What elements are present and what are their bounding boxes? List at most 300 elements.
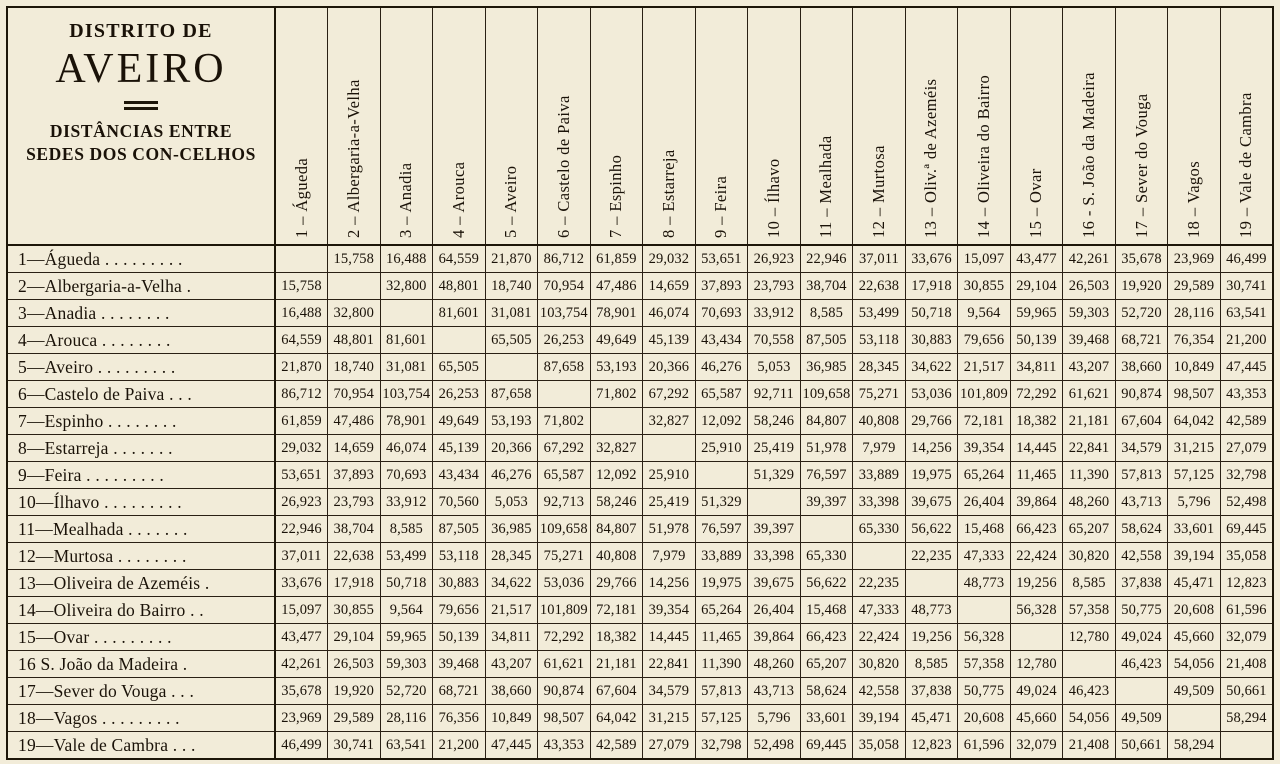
distance-cell: 53,118 xyxy=(433,543,486,570)
distance-cell: 52,498 xyxy=(1220,489,1273,516)
diagonal-cell xyxy=(1115,678,1168,705)
distance-cell: 26,253 xyxy=(538,327,591,354)
table-row xyxy=(7,381,1273,408)
row-header-label: 7—Espinho . . . . . . . . xyxy=(18,410,177,431)
distance-cell: 8,585 xyxy=(905,651,958,678)
diagonal-cell xyxy=(275,245,328,273)
distance-cell: 42,261 xyxy=(1063,245,1116,273)
distance-cell: 33,912 xyxy=(748,300,801,327)
distance-cell: 53,193 xyxy=(590,354,643,381)
distance-cell: 17,918 xyxy=(905,273,958,300)
distance-cell: 33,676 xyxy=(905,245,958,273)
distance-cell: 57,358 xyxy=(1063,597,1116,624)
distance-cell: 37,893 xyxy=(328,462,381,489)
column-header-14 xyxy=(958,7,1011,245)
distance-cell: 58,246 xyxy=(748,408,801,435)
row-header-4 xyxy=(7,327,275,354)
distance-cell: 75,271 xyxy=(538,543,591,570)
title-line-1: DISTRITO DE xyxy=(69,20,213,42)
distance-cell: 42,558 xyxy=(1115,543,1168,570)
distance-cell: 66,423 xyxy=(1010,516,1063,543)
row-header-15 xyxy=(7,624,275,651)
distance-cell: 11,390 xyxy=(1063,462,1116,489)
table-row xyxy=(7,516,1273,543)
distance-cell: 43,434 xyxy=(695,327,748,354)
distance-cell: 65,505 xyxy=(433,354,486,381)
distance-cell: 50,661 xyxy=(1220,678,1273,705)
distance-cell: 87,505 xyxy=(433,516,486,543)
distance-cell: 30,741 xyxy=(1220,273,1273,300)
distance-cell: 21,517 xyxy=(958,354,1011,381)
distance-cell: 53,118 xyxy=(853,327,906,354)
distance-cell: 39,468 xyxy=(433,651,486,678)
distance-cell: 53,499 xyxy=(380,543,433,570)
distance-cell: 49,024 xyxy=(1115,624,1168,651)
distance-cell: 33,601 xyxy=(800,705,853,732)
distance-cell: 65,587 xyxy=(695,381,748,408)
distance-cell: 12,780 xyxy=(1010,651,1063,678)
distance-cell: 45,660 xyxy=(1168,624,1221,651)
distance-cell: 7,979 xyxy=(853,435,906,462)
distance-cell: 47,333 xyxy=(958,543,1011,570)
distance-cell: 38,704 xyxy=(800,273,853,300)
distance-cell: 29,589 xyxy=(1168,273,1221,300)
distance-cell: 61,621 xyxy=(1063,381,1116,408)
distance-cell: 26,923 xyxy=(275,489,328,516)
row-header-label: 12—Murtosa . . . . . . . . xyxy=(18,545,187,566)
table-row xyxy=(7,435,1273,462)
diagonal-cell xyxy=(958,597,1011,624)
distance-cell: 20,608 xyxy=(1168,597,1221,624)
diagonal-cell xyxy=(800,516,853,543)
distance-cell: 15,758 xyxy=(328,245,381,273)
distance-cell: 39,675 xyxy=(748,570,801,597)
distance-cell: 7,979 xyxy=(643,543,696,570)
distance-cell: 58,294 xyxy=(1168,732,1221,760)
distance-cell: 49,649 xyxy=(590,327,643,354)
distance-cell: 5,053 xyxy=(485,489,538,516)
distance-cell: 26,503 xyxy=(1063,273,1116,300)
distance-cell: 32,798 xyxy=(1220,462,1273,489)
distance-cell: 43,207 xyxy=(1063,354,1116,381)
row-header-12 xyxy=(7,543,275,570)
distance-cell: 11,465 xyxy=(695,624,748,651)
distance-cell: 19,975 xyxy=(695,570,748,597)
column-header-label: 11 – Mealhada xyxy=(816,135,836,238)
distance-cell: 21,408 xyxy=(1063,732,1116,760)
distance-cell: 57,358 xyxy=(958,651,1011,678)
distance-cell: 53,499 xyxy=(853,300,906,327)
column-header-2 xyxy=(328,7,381,245)
row-header-label: 11—Mealhada . . . . . . . xyxy=(18,518,188,539)
column-header-11 xyxy=(800,7,853,245)
distance-cell: 46,423 xyxy=(1063,678,1116,705)
distance-cell: 23,969 xyxy=(275,705,328,732)
distance-cell: 50,718 xyxy=(905,300,958,327)
distance-cell: 87,658 xyxy=(485,381,538,408)
row-header-9 xyxy=(7,462,275,489)
row-header-label: 19—Vale de Cambra . . . xyxy=(18,734,196,755)
row-header-11 xyxy=(7,516,275,543)
distance-cell: 30,820 xyxy=(853,651,906,678)
distance-cell: 61,621 xyxy=(538,651,591,678)
distance-cell: 46,276 xyxy=(485,462,538,489)
distance-cell: 58,246 xyxy=(590,489,643,516)
distance-cell: 42,558 xyxy=(853,678,906,705)
distance-cell: 26,404 xyxy=(748,597,801,624)
distance-cell: 32,798 xyxy=(695,732,748,760)
distance-cell: 38,660 xyxy=(1115,354,1168,381)
distance-cell: 37,011 xyxy=(853,245,906,273)
distance-cell: 30,883 xyxy=(433,570,486,597)
distance-cell: 43,207 xyxy=(485,651,538,678)
distance-cell: 43,353 xyxy=(538,732,591,760)
distance-cell: 50,139 xyxy=(433,624,486,651)
distance-cell: 26,923 xyxy=(748,245,801,273)
column-header-8 xyxy=(643,7,696,245)
distance-cell: 33,398 xyxy=(853,489,906,516)
column-header-label: 17 – Sever do Vouga xyxy=(1131,93,1151,238)
diagonal-cell xyxy=(1168,705,1221,732)
distance-cell: 48,773 xyxy=(905,597,958,624)
distance-cell: 42,589 xyxy=(1220,408,1273,435)
column-header-label: 4 – Arouca xyxy=(448,161,468,238)
distance-cell: 57,125 xyxy=(1168,462,1221,489)
distance-cell: 46,074 xyxy=(380,435,433,462)
table-header xyxy=(7,7,1273,245)
distance-cell: 19,975 xyxy=(905,462,958,489)
distance-cell: 70,693 xyxy=(695,300,748,327)
table-row xyxy=(7,273,1273,300)
distance-cell: 22,424 xyxy=(853,624,906,651)
distance-cell: 22,638 xyxy=(328,543,381,570)
column-header-label: 5 – Aveiro xyxy=(501,165,521,238)
table-row xyxy=(7,245,1273,273)
distance-cell: 101,809 xyxy=(538,597,591,624)
distance-cell: 90,874 xyxy=(1115,381,1168,408)
distance-cell: 14,256 xyxy=(643,570,696,597)
distance-cell: 101,809 xyxy=(958,381,1011,408)
row-header-label: 15—Ovar . . . . . . . . . xyxy=(18,626,172,647)
distance-cell: 25,419 xyxy=(748,435,801,462)
distance-cell: 42,589 xyxy=(590,732,643,760)
diagonal-cell xyxy=(853,543,906,570)
table-row xyxy=(7,678,1273,705)
distance-cell: 43,713 xyxy=(1115,489,1168,516)
distance-cell: 38,704 xyxy=(328,516,381,543)
distance-cell: 51,978 xyxy=(643,516,696,543)
distance-cell: 38,660 xyxy=(485,678,538,705)
distance-cell: 33,601 xyxy=(1168,516,1221,543)
column-header-5 xyxy=(485,7,538,245)
distance-cell: 37,838 xyxy=(1115,570,1168,597)
distance-cell: 8,585 xyxy=(380,516,433,543)
diagonal-cell xyxy=(1063,651,1116,678)
distance-cell: 49,649 xyxy=(433,408,486,435)
distance-cell: 53,036 xyxy=(538,570,591,597)
column-header-label: 10 – Ílhavo xyxy=(763,158,783,238)
distance-cell: 29,766 xyxy=(590,570,643,597)
distance-cell: 72,181 xyxy=(590,597,643,624)
distance-cell: 49,509 xyxy=(1115,705,1168,732)
distance-cell: 48,773 xyxy=(958,570,1011,597)
distance-cell: 70,693 xyxy=(380,462,433,489)
distance-cell: 33,889 xyxy=(853,462,906,489)
distance-cell: 87,658 xyxy=(538,354,591,381)
distance-cell: 20,366 xyxy=(643,354,696,381)
row-header-10 xyxy=(7,489,275,516)
distance-cell: 76,354 xyxy=(1168,327,1221,354)
distance-cell: 32,827 xyxy=(643,408,696,435)
distance-cell: 5,796 xyxy=(1168,489,1221,516)
column-header-4 xyxy=(433,7,486,245)
row-header-label: 8—Estarreja . . . . . . . xyxy=(18,437,173,458)
distance-cell: 33,398 xyxy=(748,543,801,570)
column-header-label: 3 – Anadia xyxy=(396,162,416,238)
distance-cell: 43,477 xyxy=(275,624,328,651)
distance-cell: 9,564 xyxy=(380,597,433,624)
table-row xyxy=(7,354,1273,381)
distance-cell: 22,946 xyxy=(800,245,853,273)
row-header-label: 4—Arouca . . . . . . . . xyxy=(18,329,171,350)
row-header-label: 13—Oliveira de Azeméis . xyxy=(18,572,210,593)
distance-cell: 12,823 xyxy=(1220,570,1273,597)
distance-cell: 14,659 xyxy=(643,273,696,300)
row-header-8 xyxy=(7,435,275,462)
distance-cell: 15,758 xyxy=(275,273,328,300)
distance-cell: 39,468 xyxy=(1063,327,1116,354)
distance-cell: 32,800 xyxy=(380,273,433,300)
distance-cell: 47,333 xyxy=(853,597,906,624)
row-header-label: 9—Feira . . . . . . . . . xyxy=(18,464,164,485)
row-header-17 xyxy=(7,678,275,705)
distance-cell: 14,445 xyxy=(643,624,696,651)
column-header-label: 1 – Águeda xyxy=(291,157,311,238)
diagonal-cell xyxy=(380,300,433,327)
distance-cell: 72,292 xyxy=(1010,381,1063,408)
distance-cell: 34,811 xyxy=(485,624,538,651)
distance-cell: 29,104 xyxy=(328,624,381,651)
distance-cell: 67,604 xyxy=(1115,408,1168,435)
row-header-2 xyxy=(7,273,275,300)
distance-cell: 15,097 xyxy=(275,597,328,624)
distance-cell: 29,766 xyxy=(905,408,958,435)
distance-cell: 37,011 xyxy=(275,543,328,570)
distance-cell: 8,585 xyxy=(1063,570,1116,597)
distance-cell: 53,651 xyxy=(275,462,328,489)
distance-cell: 81,601 xyxy=(380,327,433,354)
distance-cell: 64,559 xyxy=(433,245,486,273)
distance-cell: 59,965 xyxy=(1010,300,1063,327)
distance-cell: 40,808 xyxy=(853,408,906,435)
distance-cell: 39,864 xyxy=(1010,489,1063,516)
distance-cell: 22,638 xyxy=(853,273,906,300)
column-header-label: 14 – Oliveira do Bairro xyxy=(973,74,993,238)
distance-cell: 15,468 xyxy=(958,516,1011,543)
distance-cell: 84,807 xyxy=(590,516,643,543)
distance-cell: 39,354 xyxy=(643,597,696,624)
column-header-16 xyxy=(1063,7,1116,245)
distance-cell: 8,585 xyxy=(800,300,853,327)
distance-cell: 54,056 xyxy=(1168,651,1221,678)
title-divider xyxy=(124,101,158,110)
distance-cell: 32,079 xyxy=(1010,732,1063,760)
distance-cell: 67,292 xyxy=(643,381,696,408)
title-line-2: AVEIRO xyxy=(55,46,227,92)
diagonal-cell xyxy=(433,327,486,354)
row-header-label: 16 S. João da Madeira . xyxy=(18,653,188,674)
distance-matrix-table xyxy=(6,6,1274,760)
distance-cell: 64,559 xyxy=(275,327,328,354)
row-header-label: 14—Oliveira do Bairro . . xyxy=(18,599,204,620)
distance-cell: 46,276 xyxy=(695,354,748,381)
distance-cell: 25,419 xyxy=(643,489,696,516)
diagonal-cell xyxy=(1010,624,1063,651)
distance-cell: 98,507 xyxy=(1168,381,1221,408)
distance-cell: 31,081 xyxy=(380,354,433,381)
table-body xyxy=(7,245,1273,759)
distance-cell: 30,855 xyxy=(958,273,1011,300)
distance-cell: 10,849 xyxy=(1168,354,1221,381)
distance-cell: 75,271 xyxy=(853,381,906,408)
distance-cell: 46,499 xyxy=(1220,245,1273,273)
column-header-label: 12 – Murtosa xyxy=(868,145,888,238)
column-header-17 xyxy=(1115,7,1168,245)
distance-cell: 59,965 xyxy=(380,624,433,651)
table-row xyxy=(7,651,1273,678)
distance-cell: 70,560 xyxy=(433,489,486,516)
row-header-label: 1—Águeda . . . . . . . . . xyxy=(18,248,183,269)
distance-cell: 21,181 xyxy=(1063,408,1116,435)
distance-cell: 90,874 xyxy=(538,678,591,705)
distance-cell: 49,509 xyxy=(1168,678,1221,705)
column-header-9 xyxy=(695,7,748,245)
distance-cell: 58,294 xyxy=(1220,705,1273,732)
distance-cell: 46,074 xyxy=(643,300,696,327)
column-header-label: 2 – Albergaria-a-Velha xyxy=(343,79,363,238)
distance-cell: 16,488 xyxy=(380,245,433,273)
row-header-label: 6—Castelo de Paiva . . . xyxy=(18,383,192,404)
distance-cell: 19,256 xyxy=(905,624,958,651)
distance-cell: 29,589 xyxy=(328,705,381,732)
distance-cell: 15,468 xyxy=(800,597,853,624)
distance-cell: 61,859 xyxy=(275,408,328,435)
column-header-7 xyxy=(590,7,643,245)
distance-cell: 22,946 xyxy=(275,516,328,543)
distance-cell: 21,870 xyxy=(275,354,328,381)
distance-cell: 53,036 xyxy=(905,381,958,408)
distance-cell: 14,256 xyxy=(905,435,958,462)
distance-cell: 58,624 xyxy=(800,678,853,705)
column-header-6 xyxy=(538,7,591,245)
column-header-19 xyxy=(1220,7,1273,245)
diagonal-cell xyxy=(695,462,748,489)
distance-cell: 12,092 xyxy=(695,408,748,435)
distance-cell: 56,328 xyxy=(958,624,1011,651)
distance-cell: 19,920 xyxy=(1115,273,1168,300)
distance-cell: 64,042 xyxy=(1168,408,1221,435)
distance-cell: 79,656 xyxy=(958,327,1011,354)
distance-cell: 92,713 xyxy=(538,489,591,516)
table-row xyxy=(7,705,1273,732)
diagonal-cell xyxy=(590,408,643,435)
distance-cell: 86,712 xyxy=(275,381,328,408)
distance-cell: 65,330 xyxy=(853,516,906,543)
distance-cell: 25,910 xyxy=(695,435,748,462)
table-row xyxy=(7,300,1273,327)
distance-cell: 70,954 xyxy=(328,381,381,408)
distance-cell: 14,659 xyxy=(328,435,381,462)
table-row xyxy=(7,327,1273,354)
distance-cell: 56,622 xyxy=(905,516,958,543)
column-header-label: 8 – Estarreja xyxy=(658,149,678,238)
distance-cell: 53,651 xyxy=(695,245,748,273)
distance-cell: 76,597 xyxy=(695,516,748,543)
distance-cell: 34,622 xyxy=(485,570,538,597)
distance-cell: 22,424 xyxy=(1010,543,1063,570)
distance-cell: 79,656 xyxy=(433,597,486,624)
distance-cell: 23,793 xyxy=(328,489,381,516)
distance-cell: 30,855 xyxy=(328,597,381,624)
row-header-14 xyxy=(7,597,275,624)
distance-cell: 15,097 xyxy=(958,245,1011,273)
table-row xyxy=(7,543,1273,570)
distance-cell: 5,796 xyxy=(748,705,801,732)
distance-cell: 32,800 xyxy=(328,300,381,327)
column-header-label: 19 – Vale de Cambra xyxy=(1236,92,1256,238)
column-header-12 xyxy=(853,7,906,245)
distance-cell: 70,558 xyxy=(748,327,801,354)
distance-cell: 37,838 xyxy=(905,678,958,705)
distance-cell: 59,303 xyxy=(380,651,433,678)
distance-cell: 42,261 xyxy=(275,651,328,678)
distance-cell: 68,721 xyxy=(433,678,486,705)
distance-cell: 20,366 xyxy=(485,435,538,462)
table-row xyxy=(7,408,1273,435)
distance-cell: 27,079 xyxy=(1220,435,1273,462)
row-header-3 xyxy=(7,300,275,327)
column-header-13 xyxy=(905,7,958,245)
header-row xyxy=(7,7,1273,245)
distance-cell: 63,541 xyxy=(1220,300,1273,327)
column-header-label: 18 – Vagos xyxy=(1184,160,1204,238)
distance-cell: 78,901 xyxy=(380,408,433,435)
distance-cell: 69,445 xyxy=(800,732,853,760)
distance-cell: 21,181 xyxy=(590,651,643,678)
distance-cell: 39,194 xyxy=(853,705,906,732)
distance-cell: 35,058 xyxy=(1220,543,1273,570)
distance-cell: 32,827 xyxy=(590,435,643,462)
distance-cell: 34,579 xyxy=(643,678,696,705)
distance-cell: 39,397 xyxy=(800,489,853,516)
diagonal-cell xyxy=(748,489,801,516)
diagonal-cell xyxy=(538,381,591,408)
column-header-label: 6 – Castelo de Paiva xyxy=(553,95,573,238)
distance-cell: 18,382 xyxy=(1010,408,1063,435)
distance-cell: 31,215 xyxy=(1168,435,1221,462)
distance-cell: 32,079 xyxy=(1220,624,1273,651)
distance-cell: 27,079 xyxy=(643,732,696,760)
distance-cell: 36,985 xyxy=(485,516,538,543)
row-header-7 xyxy=(7,408,275,435)
distance-cell: 9,564 xyxy=(958,300,1011,327)
table-row xyxy=(7,732,1273,760)
distance-cell: 45,471 xyxy=(1168,570,1221,597)
distance-cell: 34,622 xyxy=(905,354,958,381)
diagonal-cell xyxy=(1220,732,1273,760)
distance-cell: 50,139 xyxy=(1010,327,1063,354)
table-row xyxy=(7,624,1273,651)
